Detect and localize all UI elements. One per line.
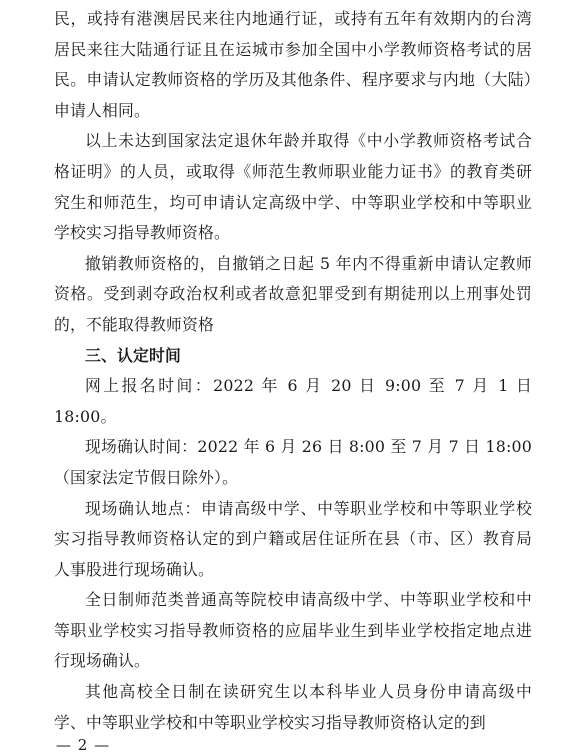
paragraph-onsite-confirmation-location: 现场确认地点：申请高级中学、中等职业学校和中等职业学校实习指导教师资格认定的到户籍或居住证所在县（市、区）教育局人事股进行现场确认。	[54, 498, 532, 579]
paragraph-eligibility-continued: 民，或持有港澳居民来往内地通行证，或持有五年有效期内的台湾居民来往大陆通行证且在运城市参加全国中小学教师资格考试的居民。申请认定教师资格的学历及其他条件、程序要求与内地（大陆）申请人相同。	[54, 9, 532, 120]
paragraph-other-graduate-students: 其他高校全日制在读研究生以本科毕业人员身份申请高级中学、中等职业学校和中等职业学校实习指导教师资格认定的到	[54, 682, 532, 732]
paragraph-online-registration-time: 网上报名时间：2022 年 6 月 20 日 9:00 至 7 月 1 日 18:00。	[54, 376, 532, 426]
paragraph-fulltime-normal-graduates: 全日制师范类普通高等院校申请高级中学、中等职业学校和中等职业学校实习指导教师资格的应届毕业生到毕业学校指定地点进行现场确认。	[54, 590, 532, 671]
paragraph-onsite-confirmation-time: 现场确认时间：2022 年 6 月 26 日 8:00 至 7 月 7 日 18:00（国家法定节假日除外）。	[54, 437, 532, 487]
page-number: — 2 —	[56, 736, 111, 754]
paragraph-eligible-applicants: 以上未达到国家法定退休年龄并取得《中小学教师资格考试合格证明》的人员，或取得《师范生教师职业能力证书》的教育类研究生和师范生，均可申请认定高级中学、中等职业学校和中等职业学校实习指导教师资格。	[54, 131, 532, 243]
section-heading-certification-time: 三、认定时间	[85, 345, 181, 365]
document-body	[54, 4, 532, 738]
paragraph-revocation: 撤销教师资格的，自撤销之日起 5 年内不得重新申请认定教师资格。受到剥夺政治权利或者故意犯罪受到有期徒刑以上刑事处罚的，不能取得教师资格	[54, 253, 532, 334]
